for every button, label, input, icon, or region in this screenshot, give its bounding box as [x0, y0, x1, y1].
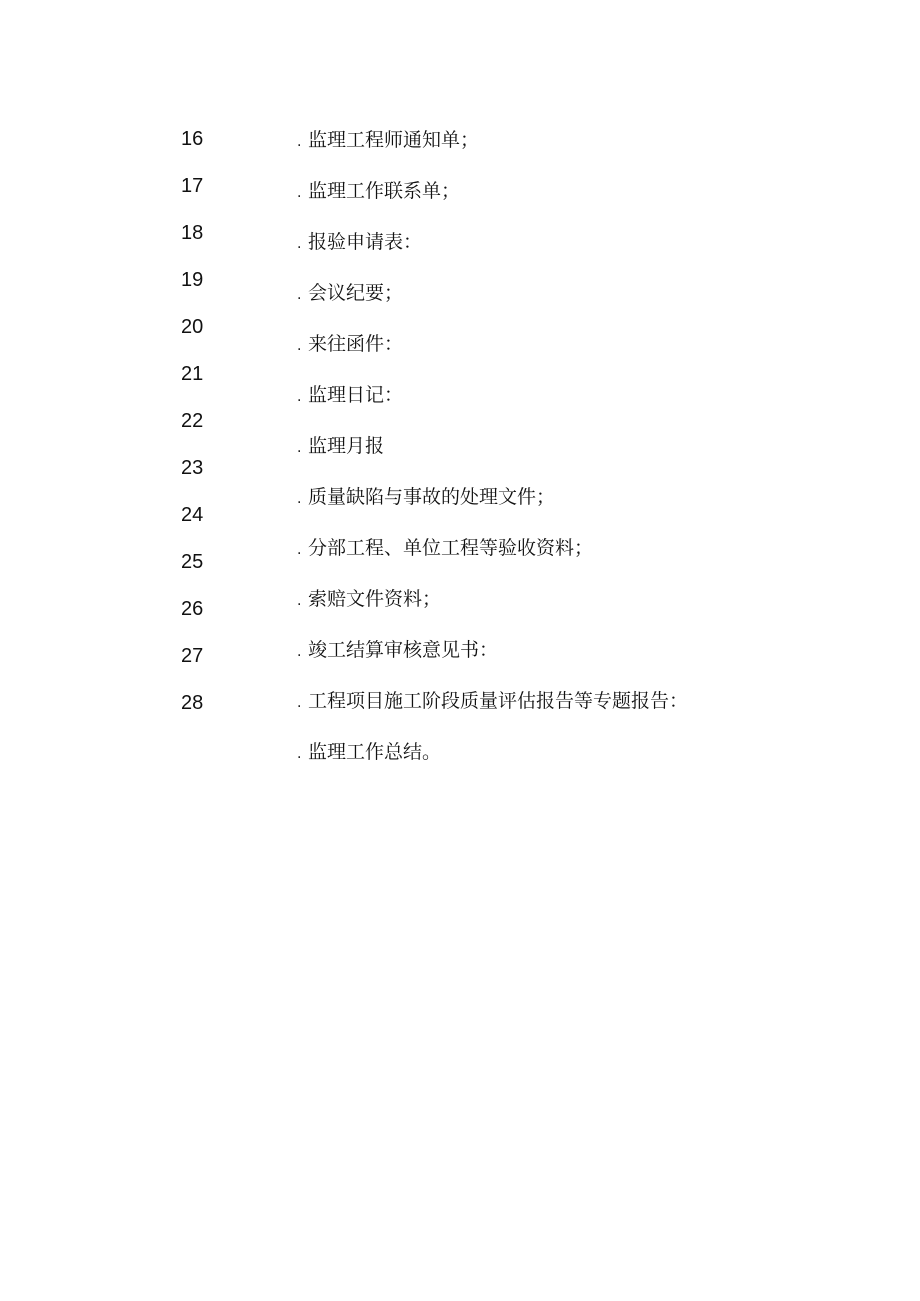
item-prefix: .: [297, 542, 302, 558]
item-prefix: .: [297, 338, 302, 354]
item-number: 28: [181, 692, 204, 714]
list-item: [297, 484, 897, 535]
list-item: [297, 586, 897, 637]
item-text: 索赔文件资料；: [308, 588, 442, 610]
item-prefix: .: [297, 695, 302, 711]
item-text: 监理工程师通知单；: [308, 129, 480, 151]
item-text: 会议纪要；: [308, 282, 404, 304]
item-prefix: .: [297, 491, 302, 507]
item-prefix: .: [297, 440, 302, 456]
list-item: [297, 178, 897, 229]
list-item: [297, 382, 897, 433]
item-text: 竣工结算审核意见书：: [308, 639, 499, 661]
item-number: 25: [181, 551, 204, 573]
item-prefix: .: [297, 389, 302, 405]
list-item: [297, 127, 897, 178]
item-number: 24: [181, 504, 204, 526]
item-prefix: .: [297, 746, 302, 762]
item-text: 工程项目施工阶段质量评估报告等专题报告：: [308, 690, 689, 712]
list-item: [297, 739, 897, 790]
item-number: 21: [181, 363, 204, 385]
number-column: [181, 126, 241, 737]
list-item: [297, 637, 897, 688]
item-text: 质量缺陷与事故的处理文件；: [308, 486, 556, 508]
item-text: 监理月报: [308, 435, 385, 457]
item-prefix: .: [297, 134, 302, 150]
item-text: 来往函件：: [308, 333, 404, 355]
item-text: 监理工作总结。: [308, 741, 442, 763]
list-item: [297, 688, 897, 739]
list-item: [297, 280, 897, 331]
item-number: 17: [181, 175, 204, 197]
item-prefix: .: [297, 185, 302, 201]
item-number: 19: [181, 269, 204, 291]
item-text: 报验申请表：: [308, 231, 423, 253]
item-number: 16: [181, 128, 204, 150]
item-number: 27: [181, 645, 204, 667]
item-prefix: .: [297, 644, 302, 660]
item-prefix: .: [297, 593, 302, 609]
list-item: [297, 433, 897, 484]
item-text: 监理工作联系单；: [308, 180, 461, 202]
item-text: 监理日记：: [308, 384, 404, 406]
item-number: 22: [181, 410, 204, 432]
item-number: 26: [181, 598, 204, 620]
list-item: [297, 535, 897, 586]
list-item: [297, 331, 897, 382]
item-number: 23: [181, 457, 204, 479]
list-item: [297, 229, 897, 280]
item-prefix: .: [297, 236, 302, 252]
item-prefix: .: [297, 287, 302, 303]
item-number: 20: [181, 316, 204, 338]
item-number: 18: [181, 222, 204, 244]
item-text: 分部工程、单位工程等验收资料；: [308, 537, 594, 559]
item-list: [297, 127, 897, 790]
